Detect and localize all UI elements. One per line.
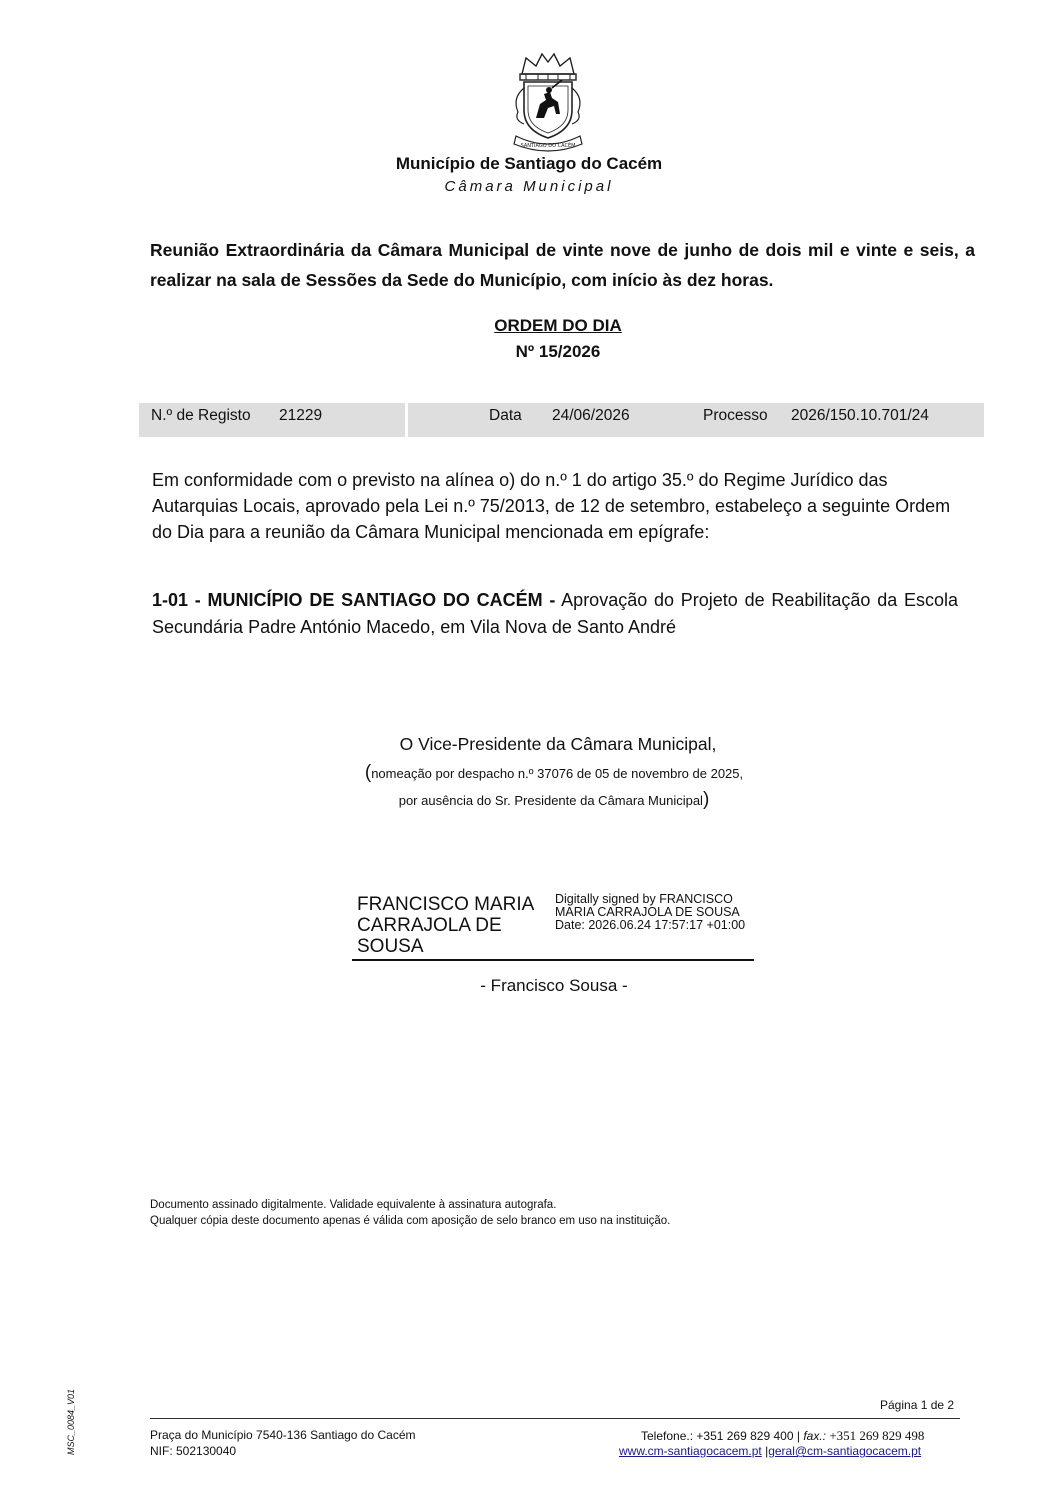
agenda-item-text: Aprovação do Projeto de Reabilitação da Escola Secundária Padre António Macedo, em Vila Nova de Santo André (152, 590, 959, 637)
nomination-line-2 (0, 789, 1058, 811)
nomination-line-1 (0, 762, 1058, 784)
close-paren: ) (702, 789, 710, 810)
data-label: Data (489, 407, 522, 424)
processo-value: 2026/150.10.701/24 (791, 407, 929, 424)
digital-signature-info (555, 893, 765, 932)
registo-value: 21229 (279, 407, 323, 424)
digital-signature-by: Digitally signed by FRANCISCO MARIA CARRAJOLA DE SOUSA (555, 892, 740, 919)
email-link[interactable]: geral@cm-santiagocacem.pt (768, 1444, 922, 1458)
footer-links (619, 1444, 921, 1458)
registry-separator (405, 403, 408, 437)
page-number: Página 1 de 2 (880, 1398, 955, 1412)
agenda-title: ORDEM DO DIA (494, 316, 622, 335)
phone-value: +351 269 829 400 (696, 1429, 794, 1443)
fax-value: +351 269 829 498 (829, 1428, 925, 1443)
processo-label: Processo (703, 407, 768, 424)
footer-contacts (641, 1428, 924, 1444)
digital-signature-date: Date: 2026.06.24 17:57:17 +01:00 (555, 918, 746, 932)
copy-validity-note: Qualquer cópia deste documento apenas é válida com aposição de selo branco em uso na instituição. (150, 1215, 671, 1227)
footer-nif: NIF: 502130040 (150, 1444, 237, 1458)
crest-ribbon-text: SANTIAGO DO CACÉM (520, 143, 576, 149)
document-code-text: MSC_0084_V01 (66, 1388, 76, 1455)
registo-label: N.º de Registo (151, 407, 251, 424)
meeting-intro: Reunião Extraordinária da Câmara Municipal de vinte nove de junho de dois mil e vinte e seis, a realizar na sala de Sessões da Sede do Município, com início às dez horas. (150, 240, 975, 290)
digital-signature-name: FRANCISCO MARIA CARRAJOLA DE SOUSA (357, 894, 534, 957)
open-paren: ( (364, 762, 372, 783)
footer-address: Praça do Município 7540-136 Santiago do Cacém (150, 1428, 416, 1442)
municipal-crest-icon (500, 48, 596, 152)
signature-line (352, 959, 754, 961)
signer-name: - Francisco Sousa - (480, 976, 628, 995)
contact-separator: | (796, 1429, 800, 1443)
data-value: 24/06/2026 (552, 407, 630, 424)
document-code (50, 1388, 110, 1465)
link-separator: | (765, 1444, 769, 1458)
agenda-item-code: 1-01 - MUNICÍPIO DE SANTIAGO DO CACÉM - (152, 590, 556, 610)
digital-signature-note: Documento assinado digitalmente. Validade equivalente à assinatura autografa. (150, 1199, 557, 1211)
municipality-name: Município de Santiago do Cacém (395, 154, 663, 173)
nomination-text-1: nomeação por despacho n.º 37076 de 05 de novembro de 2025, (371, 766, 744, 781)
agenda-number: Nº 15/2026 (515, 342, 601, 361)
agenda-item (152, 587, 958, 641)
phone-label: Telefone.: (641, 1429, 694, 1443)
website-link[interactable]: www.cm-santiagocacem.pt (619, 1444, 762, 1458)
nomination-text-2: por ausência do Sr. Presidente da Câmara Municipal (398, 793, 703, 808)
department-name: Câmara Municipal (444, 178, 614, 195)
agenda-preamble: Em conformidade com o previsto na alínea o) do n.º 1 do artigo 35.º do Regime Jurídico das Autarquias Locais, aprovado pela Lei n.º 75/2013, de 12 de setembro, estabeleço a seguinte Ordem do Dia para a reunião da Câmara Municipal mencionada em epígrafe: (152, 470, 951, 542)
fax-label: fax.: (803, 1429, 826, 1443)
footer-divider (150, 1418, 960, 1419)
registry-bar (139, 403, 984, 437)
signer-role: O Vice-Presidente da Câmara Municipal, (399, 734, 717, 754)
